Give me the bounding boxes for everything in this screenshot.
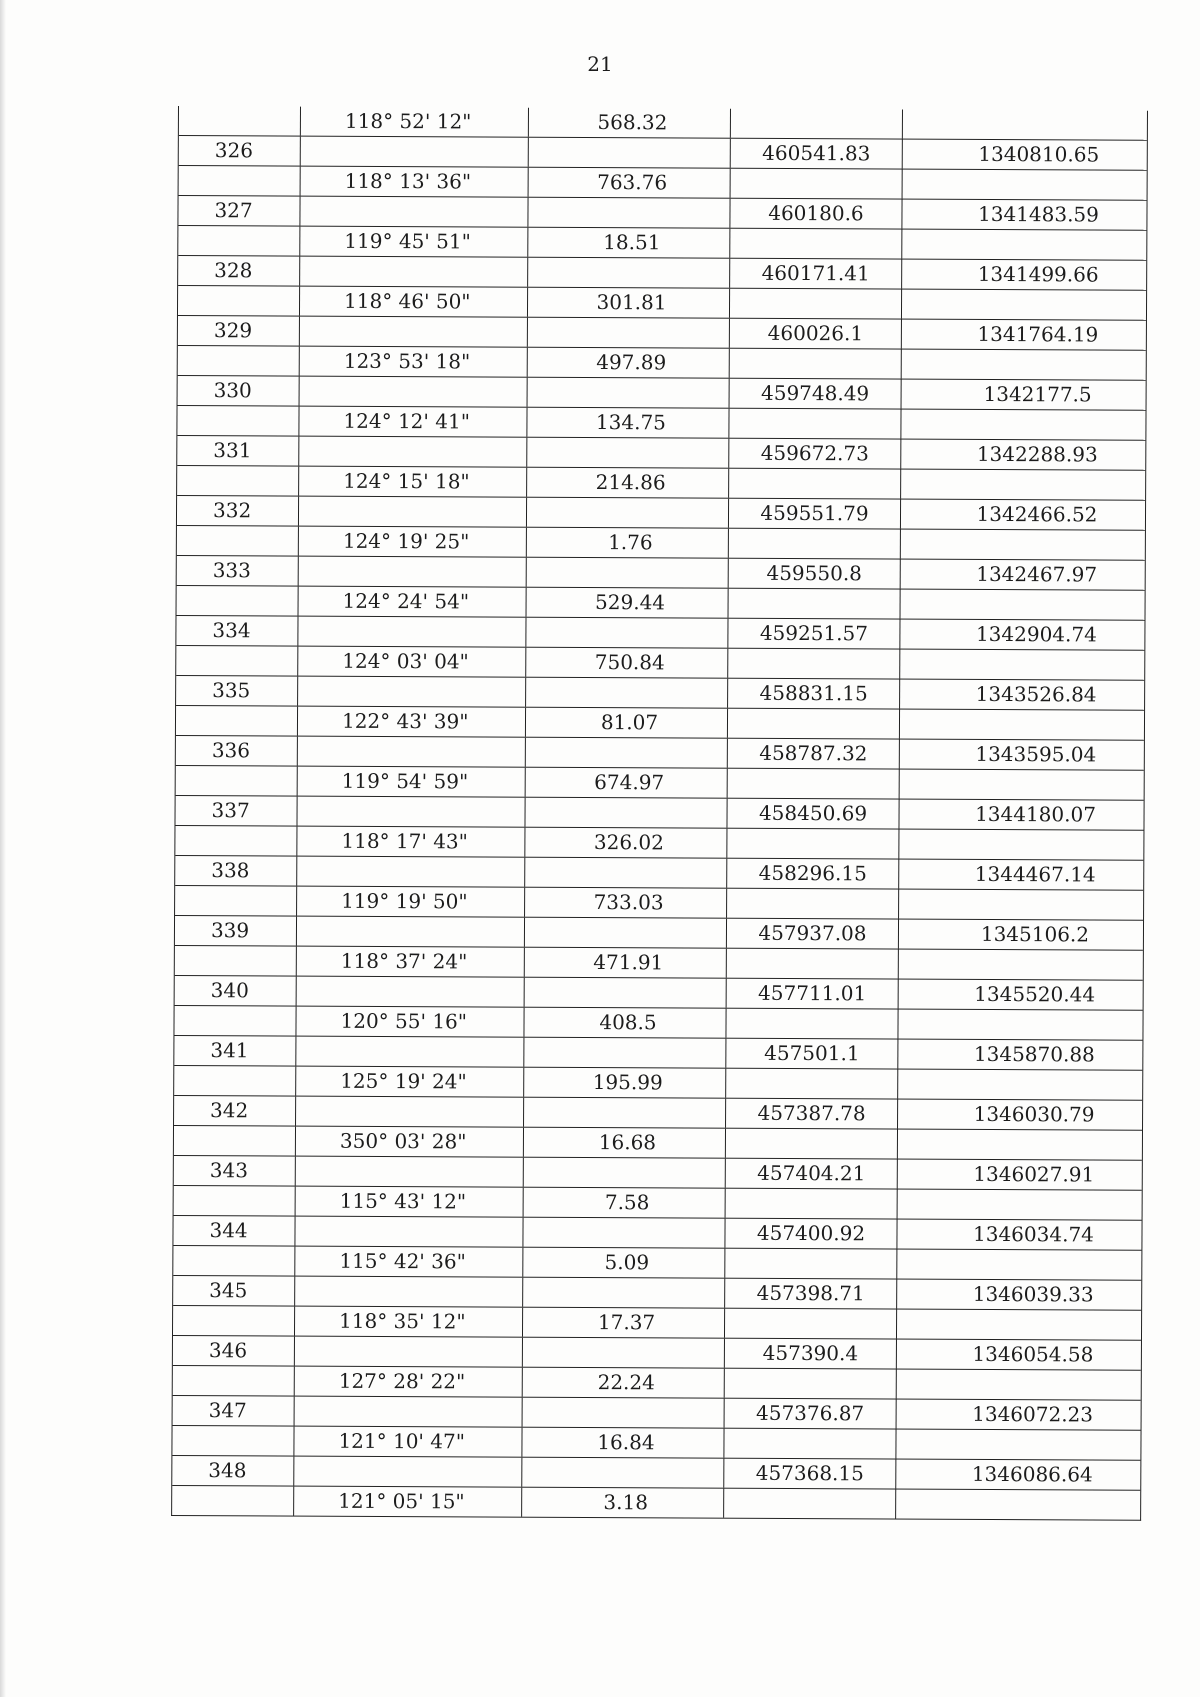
point-number-cell: 346 (173, 1336, 295, 1366)
easting-cell: 1344467.14 (974, 861, 1096, 887)
traverse-table (171, 106, 1148, 1521)
northing-cell (731, 109, 903, 139)
point-number-cell: 329 (178, 316, 300, 346)
distance-cell: 326.02 (525, 828, 727, 858)
point-number-cell: 339 (175, 916, 297, 946)
bearing-cell: 123° 53' 18" (300, 347, 528, 377)
northing-cell: 458450.69 (727, 799, 899, 829)
northing-cell (729, 529, 901, 559)
easting-cell (900, 650, 1144, 680)
bearing-cell (299, 437, 527, 467)
easting-cell (898, 1070, 1142, 1100)
bearing-cell (295, 1397, 523, 1427)
point-number-cell: 336 (176, 736, 298, 766)
table-row (175, 795, 1143, 830)
point-number-cell (174, 1006, 296, 1036)
table-row (174, 1065, 1142, 1100)
bearing-cell (295, 1277, 523, 1307)
easting-cell (902, 290, 1146, 320)
point-number-cell: 328 (178, 256, 300, 286)
easting-cell: 1340810.65 (978, 141, 1100, 167)
bearing-cell: 118° 37' 24" (297, 947, 525, 977)
point-number-cell: 338 (175, 856, 297, 886)
point-number-cell: 337 (175, 796, 297, 826)
northing-cell: 457937.08 (727, 919, 899, 949)
table-row (177, 555, 1145, 590)
point-number-cell: 327 (178, 196, 300, 226)
bearing-cell (299, 557, 527, 587)
distance-cell: 301.81 (528, 288, 730, 318)
bearing-cell: 120° 55' 16" (296, 1007, 524, 1037)
northing-cell (728, 649, 900, 679)
bearing-cell: 118° 46' 50" (300, 287, 528, 317)
table-row (172, 1425, 1140, 1460)
table-row (173, 1245, 1141, 1280)
bearing-cell (297, 797, 525, 827)
bearing-cell: 118° 35' 12" (295, 1307, 523, 1337)
table-row (176, 765, 1144, 800)
easting-cell (898, 1130, 1142, 1160)
easting-cell (900, 770, 1144, 800)
easting-cell (899, 830, 1143, 860)
northing-cell (726, 1069, 898, 1099)
distance-cell (523, 1278, 725, 1308)
table-row (178, 375, 1146, 410)
table-row (179, 135, 1147, 170)
bearing-cell (296, 1157, 524, 1187)
bearing-cell: 121° 05' 15" (294, 1487, 522, 1517)
table-row (179, 106, 1147, 140)
easting-cell (896, 1430, 1140, 1460)
easting-cell: 1346072.23 (972, 1401, 1094, 1427)
distance-cell: 17.37 (523, 1308, 725, 1338)
table-row (178, 285, 1146, 320)
distance-cell (528, 318, 730, 348)
easting-cell: 1345870.88 (973, 1041, 1095, 1067)
distance-cell: 3.18 (522, 1488, 724, 1518)
point-number-cell (172, 1426, 294, 1456)
northing-cell: 457711.01 (727, 979, 899, 1009)
table-row (177, 585, 1145, 620)
point-number-cell (175, 946, 297, 976)
easting-cell (897, 1310, 1141, 1340)
table-row (174, 1005, 1142, 1040)
bearing-cell (296, 1037, 524, 1067)
northing-cell: 457501.1 (726, 1039, 898, 1069)
easting-cell (903, 170, 1147, 200)
bearing-cell: 124° 12' 41" (299, 407, 527, 437)
point-number-cell: 340 (175, 976, 297, 1006)
point-number-cell (173, 1306, 295, 1336)
bearing-cell: 124° 24' 54" (299, 587, 527, 617)
northing-cell (725, 1369, 897, 1399)
table-row (172, 1455, 1140, 1490)
easting-cell (902, 230, 1146, 260)
table-row (175, 945, 1143, 980)
northing-cell (729, 409, 901, 439)
distance-cell: 750.84 (526, 648, 728, 678)
northing-cell: 459550.8 (729, 559, 901, 589)
easting-cell: 1346030.79 (973, 1101, 1095, 1127)
point-number-cell (177, 466, 299, 496)
bearing-cell (300, 257, 528, 287)
easting-cell (901, 530, 1145, 560)
point-number-cell (174, 1126, 296, 1156)
distance-cell (528, 198, 730, 228)
northing-cell: 458296.15 (727, 859, 899, 889)
northing-cell: 459748.49 (730, 379, 902, 409)
northing-cell (729, 469, 901, 499)
distance-cell: 497.89 (528, 348, 730, 378)
easting-cell: 1346054.58 (972, 1341, 1094, 1367)
easting-cell: 1342904.74 (975, 621, 1097, 647)
easting-cell (897, 1370, 1141, 1400)
northing-cell (725, 1309, 897, 1339)
table-row (177, 405, 1145, 440)
northing-cell (729, 589, 901, 619)
easting-cell (903, 110, 1147, 140)
point-number-cell (176, 646, 298, 676)
bearing-cell (300, 197, 528, 227)
table-row (173, 1275, 1141, 1310)
bearing-cell: 118° 17' 43" (297, 827, 525, 857)
bearing-cell: 124° 03' 04" (298, 647, 526, 677)
bearing-cell (298, 737, 526, 767)
northing-cell (724, 1429, 896, 1459)
distance-cell (522, 1458, 724, 1488)
easting-cell: 1342288.93 (976, 441, 1098, 467)
table-row (174, 1155, 1142, 1190)
table-row (178, 225, 1146, 260)
point-number-cell (177, 586, 299, 616)
table-row (173, 1395, 1141, 1430)
easting-cell (898, 1190, 1142, 1220)
bearing-cell (294, 1457, 522, 1487)
distance-cell: 195.99 (524, 1068, 726, 1098)
northing-cell: 459251.57 (728, 619, 900, 649)
easting-cell (900, 710, 1144, 740)
easting-cell: 1343595.04 (975, 741, 1097, 767)
table-row (176, 735, 1144, 770)
bearing-cell (300, 377, 528, 407)
bearing-cell: 122° 43' 39" (298, 707, 526, 737)
distance-cell: 471.91 (525, 948, 727, 978)
table-row (173, 1305, 1141, 1340)
distance-cell (524, 1098, 726, 1128)
easting-cell (901, 590, 1145, 620)
bearing-cell (300, 317, 528, 347)
northing-cell (727, 889, 899, 919)
northing-cell: 460171.41 (730, 259, 902, 289)
bearing-cell (295, 1337, 523, 1367)
easting-cell: 1344180.07 (975, 801, 1097, 827)
distance-cell (526, 738, 728, 768)
table-row (175, 825, 1143, 860)
distance-cell: 7.58 (524, 1188, 726, 1218)
table-row (178, 315, 1146, 350)
bearing-cell (296, 1097, 524, 1127)
bearing-cell: 118° 13' 36" (301, 167, 529, 197)
easting-cell (898, 1010, 1142, 1040)
easting-cell (901, 470, 1145, 500)
bearing-cell (298, 677, 526, 707)
northing-cell: 457400.92 (725, 1219, 897, 1249)
point-number-cell (174, 1066, 296, 1096)
northing-cell: 457376.87 (725, 1399, 897, 1429)
northing-cell: 457404.21 (726, 1159, 898, 1189)
northing-cell: 460026.1 (730, 319, 902, 349)
northing-cell (728, 709, 900, 739)
easting-cell: 1341764.19 (977, 321, 1099, 347)
northing-cell (730, 229, 902, 259)
distance-cell: 408.5 (524, 1008, 726, 1038)
easting-cell: 1342467.97 (976, 561, 1098, 587)
point-number-cell (176, 706, 298, 736)
bearing-cell: 125° 19' 24" (296, 1067, 524, 1097)
table-row (177, 465, 1145, 500)
northing-cell (728, 769, 900, 799)
distance-cell: 674.97 (526, 768, 728, 798)
distance-cell: 529.44 (527, 588, 729, 618)
point-number-cell: 342 (174, 1096, 296, 1126)
table-row (175, 855, 1143, 890)
bearing-cell (298, 617, 526, 647)
easting-cell: 1346027.91 (973, 1161, 1095, 1187)
easting-cell (902, 350, 1146, 380)
northing-cell: 460541.83 (731, 139, 903, 169)
distance-cell: 214.86 (527, 468, 729, 498)
table-row (178, 345, 1146, 380)
distance-cell: 1.76 (527, 528, 729, 558)
bearing-cell: 124° 15' 18" (299, 467, 527, 497)
bearing-cell: 118° 52' 12" (301, 107, 529, 137)
point-number-cell: 326 (179, 136, 301, 166)
distance-cell: 733.03 (525, 888, 727, 918)
point-number-cell: 347 (173, 1396, 295, 1426)
point-number-cell: 345 (173, 1276, 295, 1306)
point-number-cell (178, 346, 300, 376)
distance-cell (527, 558, 729, 588)
point-number-cell (179, 166, 301, 196)
point-number-cell: 330 (178, 376, 300, 406)
easting-cell (901, 410, 1145, 440)
table-row (177, 495, 1145, 530)
bearing-cell (299, 497, 527, 527)
table-row (175, 975, 1143, 1010)
table-row (178, 255, 1146, 290)
easting-cell (899, 950, 1143, 980)
easting-cell: 1343526.84 (975, 681, 1097, 707)
distance-cell: 763.76 (529, 168, 731, 198)
point-number-cell (172, 1486, 294, 1516)
table-row (177, 435, 1145, 470)
distance-cell: 81.07 (526, 708, 728, 738)
distance-cell (523, 1398, 725, 1428)
point-number-cell: 343 (174, 1156, 296, 1186)
northing-cell (730, 349, 902, 379)
point-number-cell (173, 1246, 295, 1276)
bearing-cell: 119° 54' 59" (298, 767, 526, 797)
bearing-cell (301, 137, 529, 167)
point-number-cell (173, 1366, 295, 1396)
page-number: 21 (587, 52, 613, 76)
easting-cell: 1346034.74 (972, 1221, 1094, 1247)
point-number-cell: 331 (177, 436, 299, 466)
point-number-cell (174, 1186, 296, 1216)
distance-cell: 22.24 (523, 1368, 725, 1398)
table-row (175, 915, 1143, 950)
distance-cell: 568.32 (529, 108, 731, 138)
table-row (174, 1095, 1142, 1130)
table-row (176, 705, 1144, 740)
easting-cell: 1341483.59 (977, 201, 1099, 227)
bearing-cell: 127° 28' 22" (295, 1367, 523, 1397)
distance-cell (525, 798, 727, 828)
northing-cell: 457387.78 (726, 1099, 898, 1129)
distance-cell: 134.75 (527, 408, 729, 438)
point-number-cell: 335 (176, 676, 298, 706)
table-row (173, 1215, 1141, 1250)
northing-cell (730, 289, 902, 319)
northing-cell (727, 949, 899, 979)
table-row (174, 1125, 1142, 1160)
table-row (174, 1035, 1142, 1070)
distance-cell (525, 978, 727, 1008)
distance-cell (524, 1038, 726, 1068)
point-number-cell (178, 286, 300, 316)
distance-cell (523, 1338, 725, 1368)
bearing-cell (297, 977, 525, 1007)
scan-edge-shadow (0, 0, 6, 1697)
northing-cell: 458831.15 (728, 679, 900, 709)
distance-cell (528, 378, 730, 408)
point-number-cell (178, 226, 300, 256)
bearing-cell (295, 1217, 523, 1247)
northing-cell: 457398.71 (725, 1279, 897, 1309)
table-row (173, 1365, 1141, 1400)
distance-cell: 16.84 (522, 1428, 724, 1458)
northing-cell (727, 829, 899, 859)
table-row (173, 1335, 1141, 1370)
bearing-cell: 350° 03' 28" (296, 1127, 524, 1157)
point-number-cell (176, 766, 298, 796)
table-row (175, 885, 1143, 920)
northing-cell (726, 1189, 898, 1219)
point-number-cell (175, 826, 297, 856)
bearing-cell: 124° 19' 25" (299, 527, 527, 557)
point-number-cell (175, 886, 297, 916)
distance-cell (526, 618, 728, 648)
distance-cell: 18.51 (528, 228, 730, 258)
easting-cell (899, 890, 1143, 920)
easting-cell (896, 1490, 1140, 1520)
point-number-cell: 334 (176, 616, 298, 646)
distance-cell (529, 138, 731, 168)
point-number-cell: 332 (177, 496, 299, 526)
bearing-cell: 115° 42' 36" (295, 1247, 523, 1277)
table-row (172, 1485, 1140, 1520)
easting-cell (897, 1250, 1141, 1280)
table-row (174, 1185, 1142, 1220)
bearing-cell (297, 917, 525, 947)
distance-cell (526, 678, 728, 708)
distance-cell (527, 438, 729, 468)
northing-cell: 457390.4 (725, 1339, 897, 1369)
point-number-cell (179, 106, 301, 136)
northing-cell: 460180.6 (730, 199, 902, 229)
northing-cell (725, 1249, 897, 1279)
table-row (178, 195, 1146, 230)
distance-cell (525, 858, 727, 888)
table-row (176, 645, 1144, 680)
bearing-cell: 115° 43' 12" (296, 1187, 524, 1217)
point-number-cell: 344 (173, 1216, 295, 1246)
distance-cell (527, 498, 729, 528)
northing-cell (726, 1009, 898, 1039)
distance-cell (523, 1218, 725, 1248)
distance-cell (524, 1158, 726, 1188)
distance-cell (528, 258, 730, 288)
northing-cell: 457368.15 (724, 1459, 896, 1489)
table-row (176, 675, 1144, 710)
point-number-cell (177, 406, 299, 436)
northing-cell: 459551.79 (729, 499, 901, 529)
bearing-cell: 119° 19' 50" (297, 887, 525, 917)
easting-cell: 1345520.44 (974, 981, 1096, 1007)
northing-cell (731, 169, 903, 199)
distance-cell (525, 918, 727, 948)
easting-cell: 1342177.5 (983, 381, 1092, 407)
easting-cell: 1342466.52 (976, 501, 1098, 527)
easting-cell: 1341499.66 (977, 261, 1099, 287)
table-row (176, 615, 1144, 650)
point-number-cell: 348 (172, 1456, 294, 1486)
bearing-cell (297, 857, 525, 887)
point-number-cell: 333 (177, 556, 299, 586)
easting-cell: 1346039.33 (972, 1281, 1094, 1307)
northing-cell: 459672.73 (729, 439, 901, 469)
point-number-cell: 341 (174, 1036, 296, 1066)
northing-cell: 458787.32 (728, 739, 900, 769)
distance-cell: 16.68 (524, 1128, 726, 1158)
table-row (177, 525, 1145, 560)
northing-cell (724, 1489, 896, 1519)
bearing-cell: 121° 10' 47" (294, 1427, 522, 1457)
bearing-cell: 119° 45' 51" (300, 227, 528, 257)
easting-cell: 1345106.2 (980, 921, 1090, 947)
easting-cell: 1346086.64 (971, 1461, 1093, 1487)
point-number-cell (177, 526, 299, 556)
northing-cell (726, 1129, 898, 1159)
table-row (179, 165, 1147, 200)
distance-cell: 5.09 (523, 1248, 725, 1278)
